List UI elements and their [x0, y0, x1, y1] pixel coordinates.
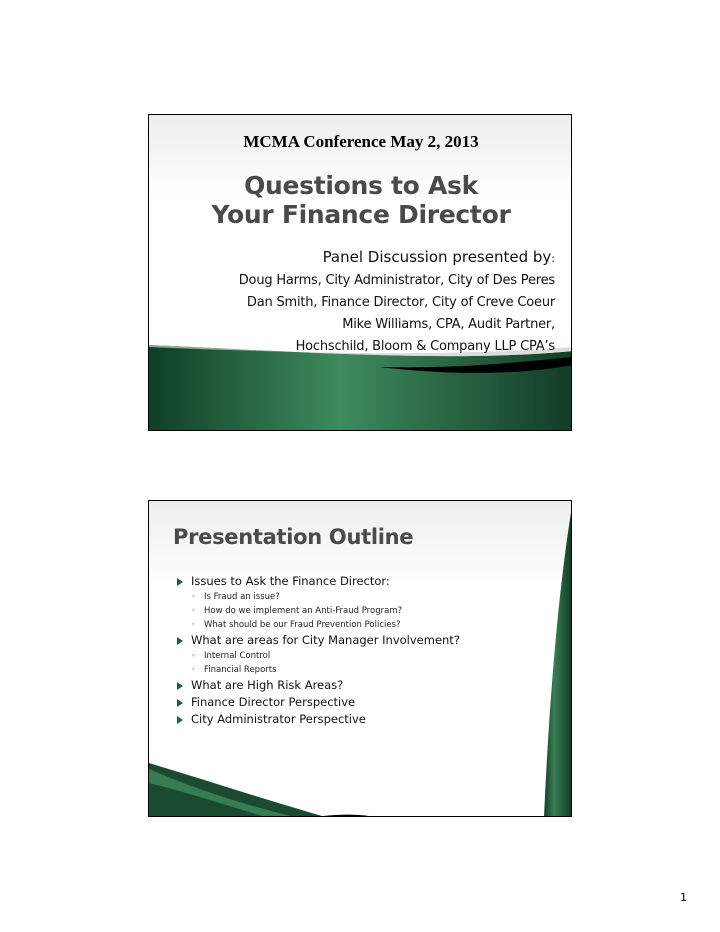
conference-heading: MCMA Conference May 2, 2013: [243, 132, 479, 151]
outline-subitem: [175, 618, 555, 632]
outline-subitem: [175, 604, 555, 618]
outline-item-label: What are areas for City Manager Involvement?: [191, 633, 460, 647]
title-line-2: Your Finance Director: [211, 200, 511, 229]
circle-sub-bullet-icon: ◦: [191, 592, 196, 601]
panel-lead-text: Panel Discussion presented by: [322, 248, 552, 266]
presenter-line: Doug Harms, City Administrator, City of Des Peres: [238, 273, 555, 288]
circle-sub-bullet-icon: ◦: [191, 665, 196, 674]
outline-subitem: [175, 649, 555, 663]
presenters-block: [239, 246, 555, 358]
outline-item: [175, 573, 555, 590]
outline-subitem-label: Internal Control: [204, 651, 271, 661]
title-line-1: Questions to Ask: [244, 171, 478, 200]
outline-item: [175, 694, 555, 711]
slide-1-title: [149, 171, 572, 229]
outline-item-label: City Administrator Perspective: [191, 712, 366, 726]
outline-subitem-label: How do we implement an Anti-Fraud Program?: [204, 606, 403, 616]
outline-item: [175, 632, 555, 649]
outline-item-label: Finance Director Perspective: [191, 695, 356, 709]
triangle-bullet-icon: [175, 636, 185, 646]
circle-sub-bullet-icon: ◦: [191, 620, 196, 629]
presenter-line: Hochschild, Bloom & Company LLP CPA’s: [295, 339, 555, 354]
page-number: 1: [680, 891, 687, 904]
circle-sub-bullet-icon: ◦: [191, 651, 196, 660]
triangle-bullet-icon: [175, 577, 185, 587]
panel-lead: [239, 246, 555, 270]
outline-subitem: [175, 663, 555, 677]
outline-list: [175, 573, 555, 728]
slide-2-title: Presentation Outline: [173, 525, 414, 549]
outline-subitem-label: What should be our Fraud Prevention Policies?: [204, 620, 401, 630]
circle-sub-bullet-icon: ◦: [191, 606, 196, 615]
outline-subitem-label: Financial Reports: [204, 665, 277, 675]
outline-item: [175, 677, 555, 694]
slide-1: [148, 114, 572, 431]
triangle-bullet-icon: [175, 681, 185, 691]
triangle-bullet-icon: [175, 698, 185, 708]
outline-subitem-label: Is Fraud an issue?: [204, 592, 280, 602]
outline-item-label: What are High Risk Areas?: [191, 678, 344, 692]
outline-item: [175, 711, 555, 728]
panel-lead-colon: :: [551, 252, 555, 265]
presenter-line: Dan Smith, Finance Director, City of Creve Coeur: [246, 295, 555, 310]
presenter-line: Mike Williams, CPA, Audit Partner,: [342, 317, 555, 332]
slide-2: [148, 500, 572, 817]
outline-subitem: [175, 590, 555, 604]
triangle-bullet-icon: [175, 715, 185, 725]
outline-item-label: Issues to Ask the Finance Director:: [191, 574, 390, 588]
